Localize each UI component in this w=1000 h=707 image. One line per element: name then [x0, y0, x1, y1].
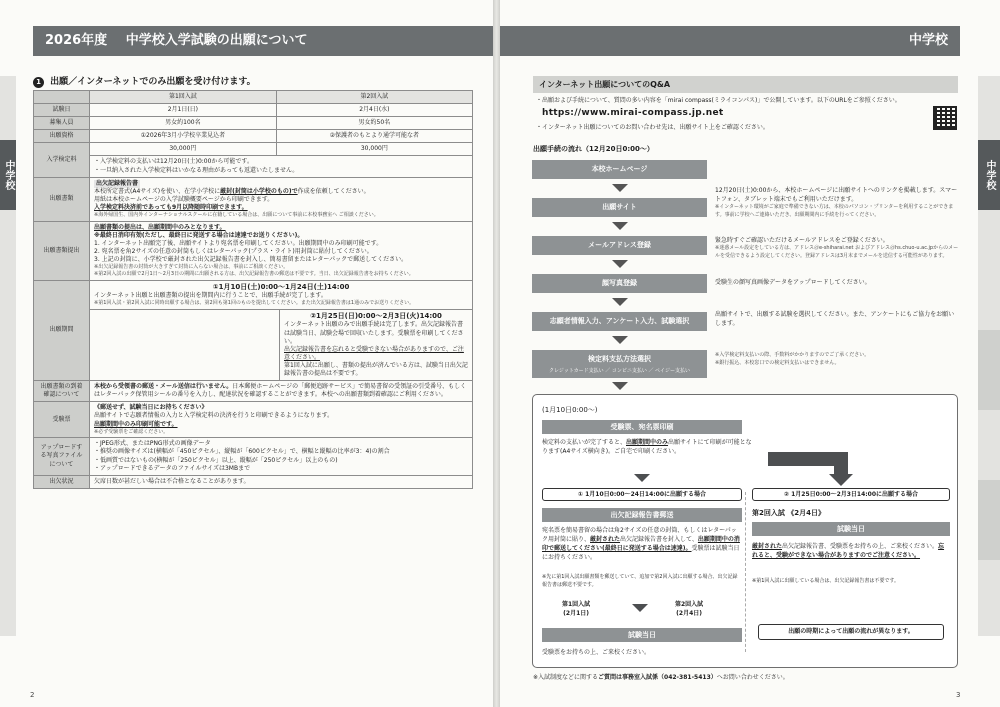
qa-text	[536, 96, 916, 133]
round-2-label: 第2回入試	[675, 601, 704, 608]
qr-code-icon	[933, 106, 957, 130]
row-header: 受験票	[34, 402, 90, 438]
cell: 30,000円	[276, 143, 472, 156]
submit-note: ※第2回入試の出願で2月1日〜2月3日の期間に出願される方は、出欠記録報告書の郵送は不要です。当日、出欠記録報告書をお持ちください。	[94, 271, 414, 277]
period-2-line: 出欠記録報告書を忘れると受験できない場合がありますので、ご注意ください。	[284, 345, 464, 361]
cell	[90, 177, 473, 221]
period-1-title: ①1月10日(土)0:00〜1月24日(土)14:00	[212, 282, 350, 291]
round-1-label: 第1回入試	[562, 601, 591, 608]
arrow-down-icon	[612, 336, 628, 344]
note-applicant: 出願サイトで、出願する試験を選択してください。また、アンケートにもご協力をお願いします。	[715, 311, 955, 327]
note-photo: 受験生の顔写真画像データをアップロードしてください。	[715, 279, 871, 286]
header-title: 中学校入学試験の出願について	[125, 33, 308, 48]
note-sub: ※インターネット環境がご家庭で準備できない方は、本校のパソコン・プリンターを利用することができます。事前に学校へご連絡いただき、出願期間内に手続を行ってください。	[715, 204, 954, 218]
bottom-note: ※入試制度などに関するご質問は事務室入試係（042-381-5413）へお問い合わせください。	[533, 674, 789, 681]
period-2-title: ②1月25日(日)0:00〜2月3日(火)14:00	[310, 312, 442, 321]
note-line: 12月20日(土)0:00から、本校ホームページに出願サイトへのリンクを掲載します。スマートフォン、タブレット端末でもご利用いただけます。	[715, 187, 958, 203]
step-email: メールアドレス登録	[532, 236, 707, 255]
photo-line: ・アップロードできるデータのファイルサイズは3MBまで	[94, 464, 251, 472]
row-header: アップロードする写真ファイルについて	[34, 438, 90, 475]
cell	[90, 221, 473, 280]
arrow-down-icon	[612, 222, 628, 230]
row-header: 出欠状況	[34, 475, 90, 488]
arrow-down-icon	[612, 298, 628, 306]
table-row	[34, 381, 473, 402]
round-1-date: (2月1日)	[563, 610, 590, 617]
mail-text: 宛名票を簡易書留の場合は角2サイズの任意の封筒、もしくはレターパック用封筒に貼り、厳封された出欠記録報告書を封入して、出願期間中の消印で郵送してください(最終日に発送する場合は速達)。受験票は試験当日にお持ちください。	[542, 527, 740, 561]
cell: 30,000円	[90, 143, 277, 156]
cell: 2月1日(日)	[90, 104, 277, 117]
note-sub: ※銀行振込、本校窓口での検定料支払いはできません。	[715, 359, 840, 366]
docs-line: 入学検定料決済前であっても9月以降随時印刷できます。	[94, 203, 248, 211]
header-year: 2026年度	[45, 33, 108, 48]
page-number: 2	[30, 691, 35, 699]
docs-line: 本校所定書式(A4サイズ)を使い、在学小学校に厳封(封筒は小学校のもの)で作成を依頼してください。	[94, 187, 370, 195]
right-page	[500, 0, 1000, 707]
table-row	[34, 156, 473, 177]
exam-day-title: 試験当日	[542, 628, 742, 642]
cell	[90, 280, 473, 380]
page-header	[500, 26, 960, 56]
docs-title: 出欠記録報告書	[96, 179, 139, 187]
admission-table	[33, 90, 473, 489]
note-line: 緊急時すぐご確認いただけるメールアドレスをご登録ください。	[715, 237, 889, 244]
empty-corner	[34, 91, 90, 104]
side-tab: 中学校	[0, 140, 16, 210]
table-row	[34, 177, 473, 221]
table-row	[34, 438, 473, 475]
period-2-line: 第1回入試に出願し、書類の提出が済んでいる方は、試験当日出欠記録報告書の提出は不要です。	[284, 361, 468, 378]
col-header-2: 第2回入試	[276, 91, 472, 104]
branch-arrow	[834, 452, 848, 474]
payment-options: クレジットカード支払い ／ コンビニ支払い ／ ペイジー支払い	[548, 368, 691, 374]
branch-2-footnote: 出願の時期によって出願の流れが異なります。	[758, 624, 944, 640]
arrow-down-icon	[612, 382, 628, 390]
period-2-line: インターネット出願のみで出願手続は完了します。出欠記録報告書は試験当日、試験会場で回収いたします。受験票を印刷してください。	[284, 321, 464, 345]
ticket-line: 出願期間中のみ印刷可能です。	[94, 420, 178, 428]
table-row	[34, 117, 473, 130]
row-header: 出願書類	[34, 177, 90, 221]
period-1-line: インターネット出願と出願書類の提出を期間内に行うことで、出願手続が完了します。	[94, 292, 327, 300]
cell	[90, 381, 473, 402]
cell	[90, 156, 473, 177]
submit-line: ※最終日消印有効(ただし、最終日に発送する場合は速達でお送りください)。	[94, 231, 304, 239]
gutter	[493, 0, 500, 707]
fee-note: ・入学検定料の支払いは12月20日(土)0:00から可能です。	[94, 158, 253, 166]
submit-line: 2. 宛名票を角2サイズの任意の封筒もしくはレターパック(プラス・ライト)用封筒に貼付してください。	[94, 248, 373, 256]
page-header	[33, 26, 493, 56]
photo-line: ・低画質ではないもの(横幅が「250ピクセル」以上、縦幅が「250ピクセル」以上のもの)	[94, 456, 338, 464]
step-application-site: 出願サイト	[532, 198, 707, 217]
row-header: 出願資格	[34, 130, 90, 143]
flow-title: 出願手続の流れ（12月20日0:00〜）	[533, 145, 654, 153]
divider	[745, 492, 746, 652]
round-2-date: (2月4日)	[676, 610, 703, 617]
branch-2-note: ※第1回入試に出願している場合は、出欠記録報告書は不要です。	[752, 578, 899, 584]
table-row	[34, 475, 473, 488]
period-2-wrap	[90, 310, 472, 380]
qa-url-link[interactable]: https://www.mirai-compass.jp.net	[542, 108, 724, 119]
arrow-down-icon	[612, 184, 628, 192]
docs-note: ※海外帰国生、国内外インターナショナルスクールに在籍している場合は、出願について事前に本校事務室へ ご相談ください。	[94, 212, 379, 219]
cell: ②保護者のもとより通学可能な者	[276, 130, 472, 143]
branch-1-label: ① 1月10日0:00〜24日14:00に出願する場合	[542, 488, 742, 501]
section-title-text: 出願／インターネットでのみ出願を受け付けます。	[50, 77, 256, 87]
exam-day-text: 受験票をお持ちの上、ご来校ください。	[542, 649, 651, 656]
step-applicant-info: 志願者情報入力、アンケート入力、試験選択	[532, 312, 707, 331]
cell: 男女約100名	[90, 117, 277, 130]
side-tab-faint	[978, 330, 1000, 410]
step-payment-title: 検定料支払方法選択	[588, 355, 651, 363]
mail-title: 出欠記録報告書郵送	[542, 508, 742, 522]
note-payment	[715, 352, 960, 367]
branch-2-round: 第2回入試 《2月4日》	[752, 509, 826, 517]
round-2	[675, 600, 703, 618]
branch-2-label: ② 1月25日0:00〜2月3日14:00に出願する場合	[752, 488, 950, 501]
ticket-line: 出願サイトで志願者情報の入力と入学検定料の決済を行うと印刷できるようになります。	[94, 412, 334, 420]
table-row	[34, 143, 473, 156]
ticket-title: 《郵送せず、試験当日にお持ちください》	[94, 404, 208, 412]
col-header-1: 第1回入試	[90, 91, 277, 104]
table-row	[34, 280, 473, 380]
row-header: 試験日	[34, 104, 90, 117]
note-sub: ※迷惑メール設定をしている方は、アドレス＠e-shiharai.net およびアドレス＠hs.chuo-u.ac.jpからのメールを受信できるよう設定してください。登録アドレスは3月末までメールを送信する可能性があります。	[715, 245, 959, 259]
print-text: 検定料の支払いが完了すると、出願期間中のみ出願サイトにて印刷が可能となります(A4サイズ横向き)。ご自宅で印刷ください。	[542, 439, 752, 455]
step-photo: 顔写真登録	[532, 274, 707, 293]
docs-line: 用紙は本校ホームページの入学試験概要ページから印刷できます。	[94, 195, 274, 203]
step-payment	[532, 350, 707, 378]
note-email	[715, 236, 960, 260]
table-row	[34, 91, 473, 104]
table-row	[34, 402, 473, 438]
qa-line: ・インターネット出願についてのお問い合わせ先は、出願サイト上をご確認ください。	[536, 124, 769, 132]
side-tab: 中学校	[978, 140, 1000, 210]
submit-note: ※出欠記録報告書の封筒が大きすぎて封筒に入らない場合は、事前にご相談ください。	[94, 264, 289, 271]
page-number: 3	[956, 691, 961, 699]
submit-line: 1. インターネット出願完了後、出願サイトより宛名票を印刷してください。出願期間中のみ印刷可能です。	[94, 239, 383, 247]
table-row	[34, 130, 473, 143]
qa-line: ・出願および手続について、質問の多い内容を「mirai compass(ミライコンパス)」で公開しています。以下のURLをご参照ください。	[536, 97, 901, 104]
cell: ①2026年3月小学校卒業見込者	[90, 130, 277, 143]
photo-line: ・推奨の画像サイズは(横幅が「450ピクセル」、縦幅が「600ピクセル」で、横幅と縦幅の比率が3：4)の割合	[94, 448, 390, 456]
arrival-line: 本校から受領書の郵送・メール送信は行いません。	[94, 383, 233, 391]
header-label: 中学校	[908, 33, 948, 48]
period-1-note: ※第1回入試・第2回入試に同時出願する場合は、第2回も第1回のものを提出してください。また出欠記録報告書は1通のみでお送りください。	[94, 300, 415, 307]
period-1	[90, 281, 472, 310]
branch-2-day-title: 試験当日	[752, 522, 950, 536]
branch-2-text: 厳封された出欠記録報告書、受験票をお持ちの上、ご来校ください。忘れると、受験ができない場合がありますのでご注意ください。	[752, 543, 945, 559]
period-2	[280, 310, 472, 380]
note-homepage	[715, 186, 960, 219]
cell: 2月4日(水)	[276, 104, 472, 117]
cell: 男女約50名	[276, 117, 472, 130]
row-header: 出願書類提出	[34, 221, 90, 280]
submit-title: 出願書類の提出は、出願期間中のみとなります。	[94, 223, 226, 231]
cell	[90, 402, 473, 438]
period-2-spacer	[90, 310, 280, 380]
cell: 欠席日数が甚だしい場合は不合格となることがあります。	[90, 475, 473, 488]
fee-note: ・一旦納入された入学検定料はいかなる理由があっても返還いたしません。	[94, 166, 299, 174]
table-row	[34, 104, 473, 117]
cell	[90, 438, 473, 475]
left-page	[0, 0, 493, 707]
row-header: 出願期間	[34, 280, 90, 380]
box-start: (1月10日0:00〜)	[542, 406, 598, 414]
qa-title: インターネット出願についてのQ&A	[533, 76, 958, 93]
row-header: 募集人員	[34, 117, 90, 130]
row-header: 入学検定料	[34, 143, 90, 177]
arrow-down-icon	[829, 474, 853, 486]
photo-line: ・JPEG形式、またはPNG形式の画像データ	[94, 440, 211, 448]
step-homepage: 本校ホームページ	[532, 160, 707, 179]
submit-line: 3. 上記の封筒に、小学校で厳封された出欠記録報告書を封入し、簡易書留またはレターパックで郵送してください。	[94, 256, 408, 264]
arrow-down-icon	[632, 604, 648, 612]
section-number: 1	[33, 77, 44, 88]
table-row	[34, 221, 473, 280]
section-title	[33, 74, 256, 88]
round-1	[562, 600, 590, 618]
note-sub: ※入学検定料支払いの際、手数料がかかりますのでご了承ください。	[715, 352, 870, 358]
arrow-down-icon	[612, 260, 628, 268]
side-tab-faint	[978, 480, 1000, 560]
ticket-note: ※必ず受験票をご確認ください。	[94, 428, 169, 435]
mail-note: ※先に第1回入試出願書類を郵送していて、追加で第2回入試に出願する場合、出欠記録報告書は郵送不要です。	[542, 574, 738, 588]
arrow-down-icon	[634, 474, 650, 482]
row-header: 出願書類の到着確認について	[34, 381, 90, 402]
print-title: 受験票、宛名票印刷	[542, 420, 742, 434]
arrival-line: 日本郵便ホームページの「郵便追跡サービス」で簡易書留の受領証の引受番号、もしくはレターパック保管用シールの番号を入力し、配達状況を確認することができます。本校への出願書類到着確認にご利用ください。	[94, 383, 467, 399]
